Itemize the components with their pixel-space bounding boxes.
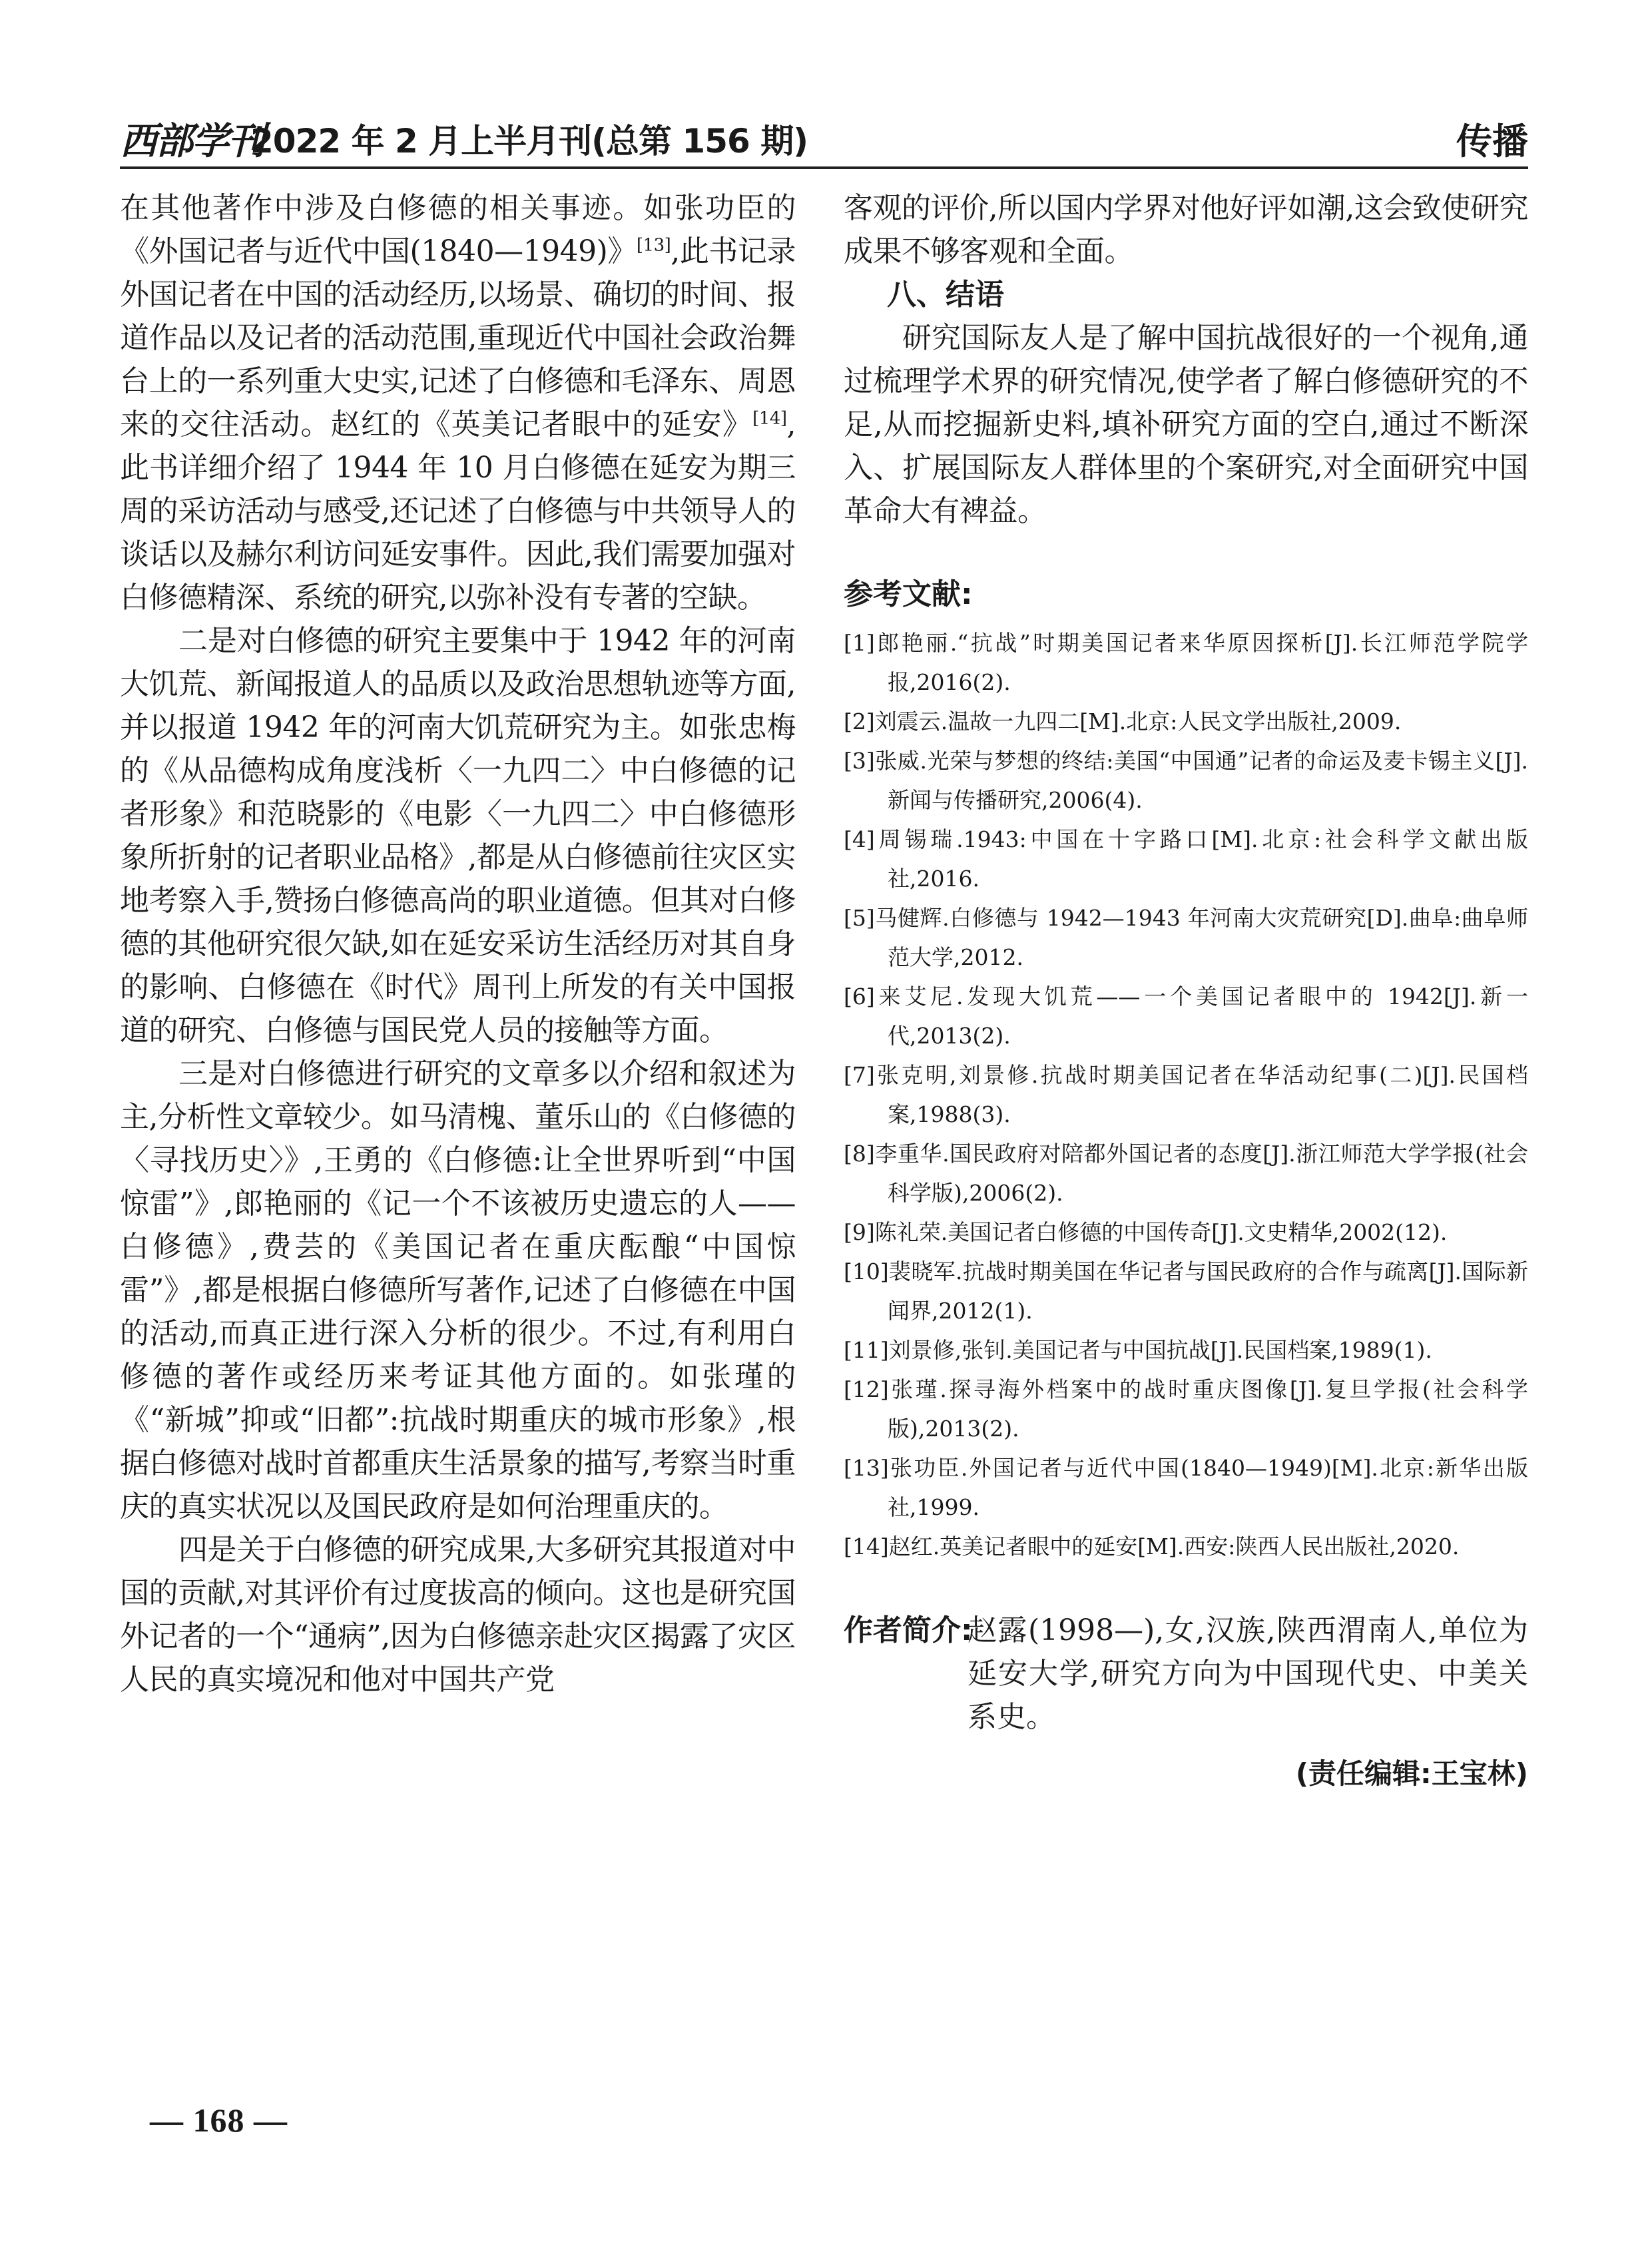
references-title: 参考文献: [844,577,973,611]
author-bio [844,1609,1528,1739]
author-text: 赵露(1998—),女,汉族,陕西渭南人,单位为延安大学,研究方向为中国现代史、中美关系史。 [967,1613,1528,1734]
body-paragraph: 二是对白修德的研究主要集中于 1942 年的河南大饥荒、新闻报道人的品质以及政治思想轨迹等方面,并以报道 1942 年的河南大饥荒研究为主。如张忠梅的《从品德构成角度浅析〈一九四二〉中白修德的记者形象》和范晓影的《电影〈一九四二〉中白修德形象所折射的记者职业品格》,都是从白修德前往灾区实地考察入手,赞扬白修德高尚的职业道德。但其对白修德的其他研究很欠缺,如在延安采访生活经历对其自身的影响、白修德在《时代》周刊上所发的有关中国报道的研究、白修德与国民党人员的接触等方面。 [120,624,796,1047]
citation-13[interactable]: [13] [636,235,671,256]
reference-item: [11]刘景修,张钊.美国记者与中国抗战[J].民国档案,1989(1). [844,1337,1432,1363]
reference-item: [12]张瑾.探寻海外档案中的战时重庆图像[J].复旦学报(社会科学版),2013(2). [844,1376,1528,1442]
body-paragraph: 四是关于白修德的研究成果,大多研究其报道对中国的贡献,对其评价有过度拔高的倾向。这也是研究国外记者的一个“通病”,因为白修德亲赴灾区揭露了灾区人民的真实境况和他对中国共产党 [120,1533,796,1697]
left-column [120,186,796,1701]
reference-item: [14]赵红.英美记者眼中的延安[M].西安:陕西人民出版社,2020. [844,1534,1460,1559]
citation-14[interactable]: [14] [752,408,787,429]
issue-info: 2022 年 2 月上半月刊(总第 156 期) [250,122,808,160]
reference-item: [7]张克明,刘景修.抗战时期美国记者在华活动纪事(二)[J].民国档案,1988(3). [844,1062,1528,1127]
reference-item: [13]张功臣.外国记者与近代中国(1840—1949)[M].北京:新华出版社,1999. [844,1455,1528,1520]
reference-item: [8]李重华.国民政府对陪都外国记者的态度[J].浙江师范大学学报(社会科学版),2006(2). [844,1141,1528,1206]
right-column [844,186,1528,1795]
body-paragraph: 三是对白修德进行研究的文章多以介绍和叙述为主,分析性文章较少。如马清槐、董乐山的《白修德的〈寻找历史〉》,王勇的《白修德:让全世界听到“中国惊雷”》,郎艳丽的《记一个不该被历史遗忘的人——白修德》,费芸的《美国记者在重庆酝酿“中国惊雷”》,都是根据白修德所写著作,记述了白修德在中国的活动,而真正进行深入分析的很少。不过,有利用白修德的著作或经历来考证其他方面的。如张瑾的《“新城”抑或“旧都”:抗战时期重庆的城市形象》,根据白修德对战时首都重庆生活景象的描写,考察当时重庆的真实状况以及国民政府是如何治理重庆的。 [120,1057,796,1524]
reference-item: [9]陈礼荣.美国记者白修德的中国传奇[J].文史精华,2002(12). [844,1219,1448,1245]
reference-item: [4]周锡瑞.1943:中国在十字路口[M].北京:社会科学文献出版社,2016. [844,826,1528,892]
reference-list [844,623,1528,1566]
reference-item: [1]郎艳丽.“抗战”时期美国记者来华原因探析[J].长江师范学院学报,2016(2). [844,630,1528,695]
journal-logo: 西部学刊 [120,119,264,163]
conclusion-paragraph: 研究国际友人是了解中国抗战很好的一个视角,通过梳理学术界的研究情况,使学者了解白修德研究的不足,从而挖掘新史料,填补研究方面的空白,通过不断深入、扩展国际友人群体里的个案研究,对全面研究中国革命大有裨益。 [844,321,1528,528]
reference-item: [6]来艾尼.发现大饥荒——一个美国记者眼中的 1942[J].新一代,2013(2). [844,983,1528,1049]
page-header [120,100,1528,169]
section-label: 传播 [1456,121,1528,162]
reference-item: [10]裴晓军.抗战时期美国在华记者与国民政府的合作与疏离[J].国际新闻界,2012(1). [844,1259,1528,1324]
section-heading: 八、结语 [887,278,1004,312]
reference-item: [2]刘震云.温故一九四二[M].北京:人民文学出版社,2009. [844,708,1402,734]
responsible-editor: (责任编辑:王宝林) [1295,1757,1528,1790]
author-label: 作者简介: [844,1613,973,1647]
body-paragraph: 客观的评价,所以国内学界对他好评如潮,这会致使研究成果不够客观和全面。 [844,191,1528,268]
page-number: — 168 — [150,2102,288,2139]
reference-item: [5]马健辉.白修德与 1942—1943 年河南大灾荒研究[D].曲阜:曲阜师范大学,2012. [844,905,1528,970]
body-paragraph: 在其他著作中涉及白修德的相关事迹。如张功臣的《外国记者与近代中国(1840—1949)》[13],此书记录外国记者在中国的活动经历,以场景、确切的时间、报道作品以及记者的活动范围,重现近代中国社会政治舞台上的一系列重大史实,记述了白修德和毛泽东、周恩来的交往活动。赵红的《英美记者眼中的延安》[14],此书详细介绍了 1944 年 10 月白修德在延安为期三周的采访活动与感受,还记述了白修德与中共领导人的谈话以及赫尔利访问延安事件。因此,我们需要加强对白修德精深、系统的研究,以弥补没有专著的空缺。 [120,191,796,615]
reference-item: [3]张威.光荣与梦想的终结:美国“中国通”记者的命运及麦卡锡主义[J].新闻与传播研究,2006(4). [844,748,1528,813]
